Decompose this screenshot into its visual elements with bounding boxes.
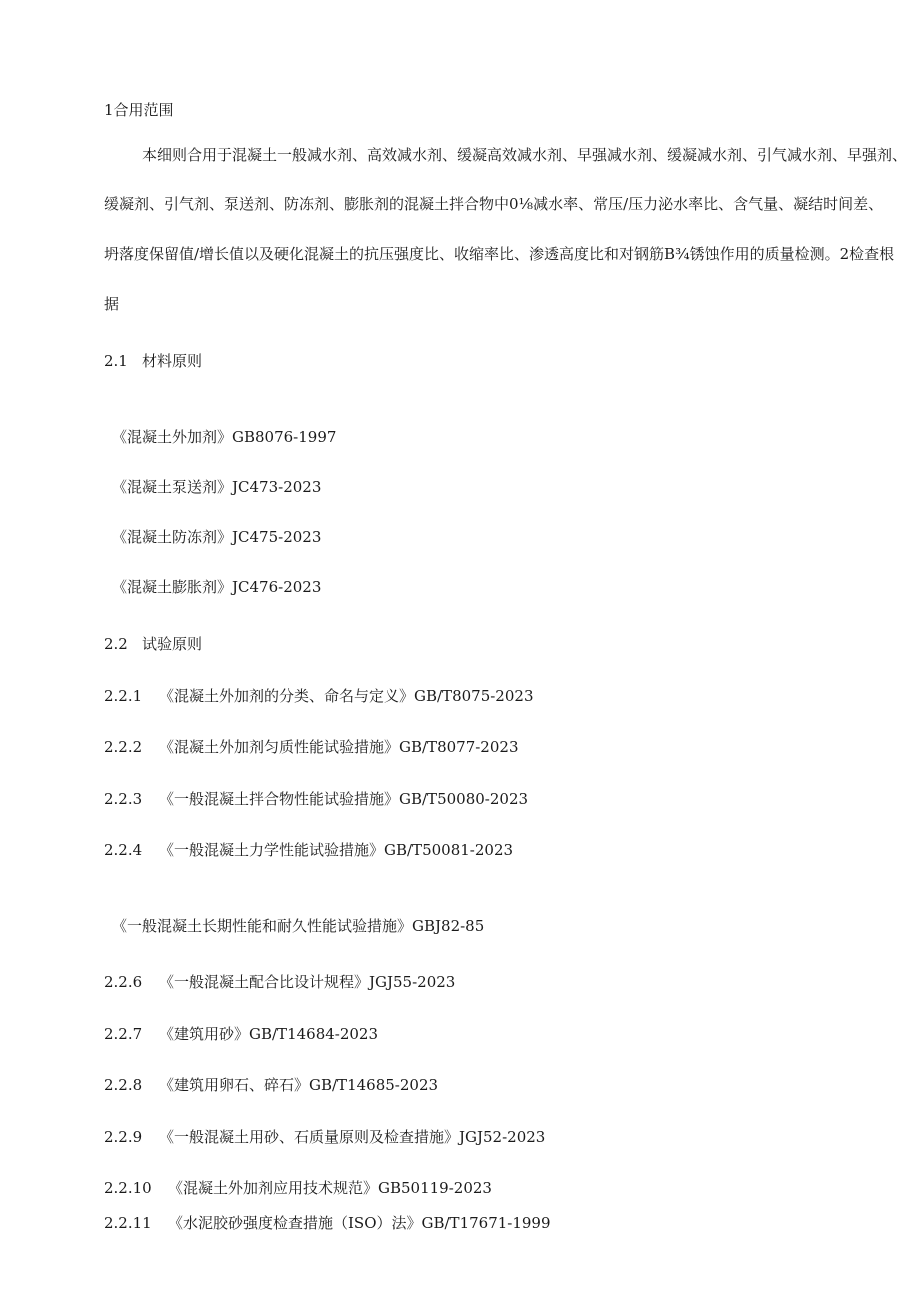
item-number: 2.2.4 <box>104 841 143 859</box>
material-standard-item: 《混凝土外加剂》GB8076-1997 <box>112 428 337 446</box>
material-standard-item: 《混凝土膨胀剂》JC476-2023 <box>112 578 322 596</box>
section-title: 试验原则 <box>142 635 203 653</box>
test-standard-item <box>104 1178 492 1198</box>
item-text: 《混凝土外加剂应用技术规范》GB50119-2023 <box>168 1179 492 1197</box>
test-standard-item <box>104 1213 551 1233</box>
item-number: 2.2.6 <box>104 973 143 991</box>
item-text: 《一般混凝土力学性能试验措施》GB/T50081-2023 <box>159 841 514 859</box>
section-number: 2.1 <box>104 352 128 370</box>
test-standard-item <box>104 1127 545 1147</box>
test-standard-item <box>104 1075 438 1095</box>
test-standard-item <box>104 972 455 992</box>
item-number: 2.2.11 <box>104 1214 152 1232</box>
material-standard-item: 《混凝土泵送剂》JC473-2023 <box>112 478 322 496</box>
section-2-2-heading <box>104 634 202 654</box>
item-text: 《一般混凝土用砂、石质量原则及检查措施》JGJ52-2023 <box>159 1128 546 1146</box>
material-standard-item: 《混凝土防冻剂》JC475-2023 <box>112 528 322 546</box>
item-text: 《水泥胶砂强度检查措施（ISO）法》GB/T17671-1999 <box>168 1214 551 1232</box>
section-heading-scope: 1合用范围 <box>104 101 174 119</box>
section-number: 2.2 <box>104 635 128 653</box>
scope-paragraph-line-3: 坍落度保留值/增长值以及硬化混凝土的抗压强度比、收缩率比、渗透高度比和对钢筋B¾锈蚀作用的质量检测。2检查根 <box>104 245 895 263</box>
item-text: 《一般混凝土拌合物性能试验措施》GB/T50080-2023 <box>159 790 529 808</box>
item-text: 《一般混凝土长期性能和耐久性能试验措施》GBJ82-85 <box>112 917 485 935</box>
item-text: 《建筑用卵石、碎石》GB/T14685-2023 <box>159 1076 439 1094</box>
test-standard-item <box>104 1024 378 1044</box>
test-standard-item <box>104 737 518 757</box>
item-text: 《混凝土外加剂的分类、命名与定义》GB/T8075-2023 <box>159 687 534 705</box>
section-2-1-heading <box>104 351 202 371</box>
item-text: 《混凝土外加剂匀质性能试验措施》GB/T8077-2023 <box>159 738 519 756</box>
scope-paragraph-line-1: 本细则合用于混凝土一般减水剂、高效减水剂、缓凝高效减水剂、早强减水剂、缓凝减水剂、引气减水剂、早强剂、 <box>142 146 908 164</box>
test-standard-item <box>104 840 513 860</box>
item-number: 2.2.9 <box>104 1128 143 1146</box>
item-number: 2.2.8 <box>104 1076 143 1094</box>
item-number: 2.2.1 <box>104 687 143 705</box>
scope-paragraph-line-4: 据 <box>104 295 120 313</box>
section-title: 材料原则 <box>142 352 203 370</box>
test-standard-item <box>112 916 484 936</box>
item-text: 《一般混凝土配合比设计规程》JGJ55-2023 <box>159 973 456 991</box>
item-number: 2.2.7 <box>104 1025 143 1043</box>
item-text: 《建筑用砂》GB/T14684-2023 <box>159 1025 379 1043</box>
test-standard-item <box>104 686 533 706</box>
item-number: 2.2.2 <box>104 738 143 756</box>
test-standard-item <box>104 789 528 809</box>
item-number: 2.2.3 <box>104 790 143 808</box>
scope-paragraph-line-2: 缓凝剂、引气剂、泵送剂、防冻剂、膨胀剂的混凝土拌合物中0⅛减水率、常压/压力泌水率比、含气量、凝结时间差、 <box>104 195 884 213</box>
item-number: 2.2.10 <box>104 1179 152 1197</box>
